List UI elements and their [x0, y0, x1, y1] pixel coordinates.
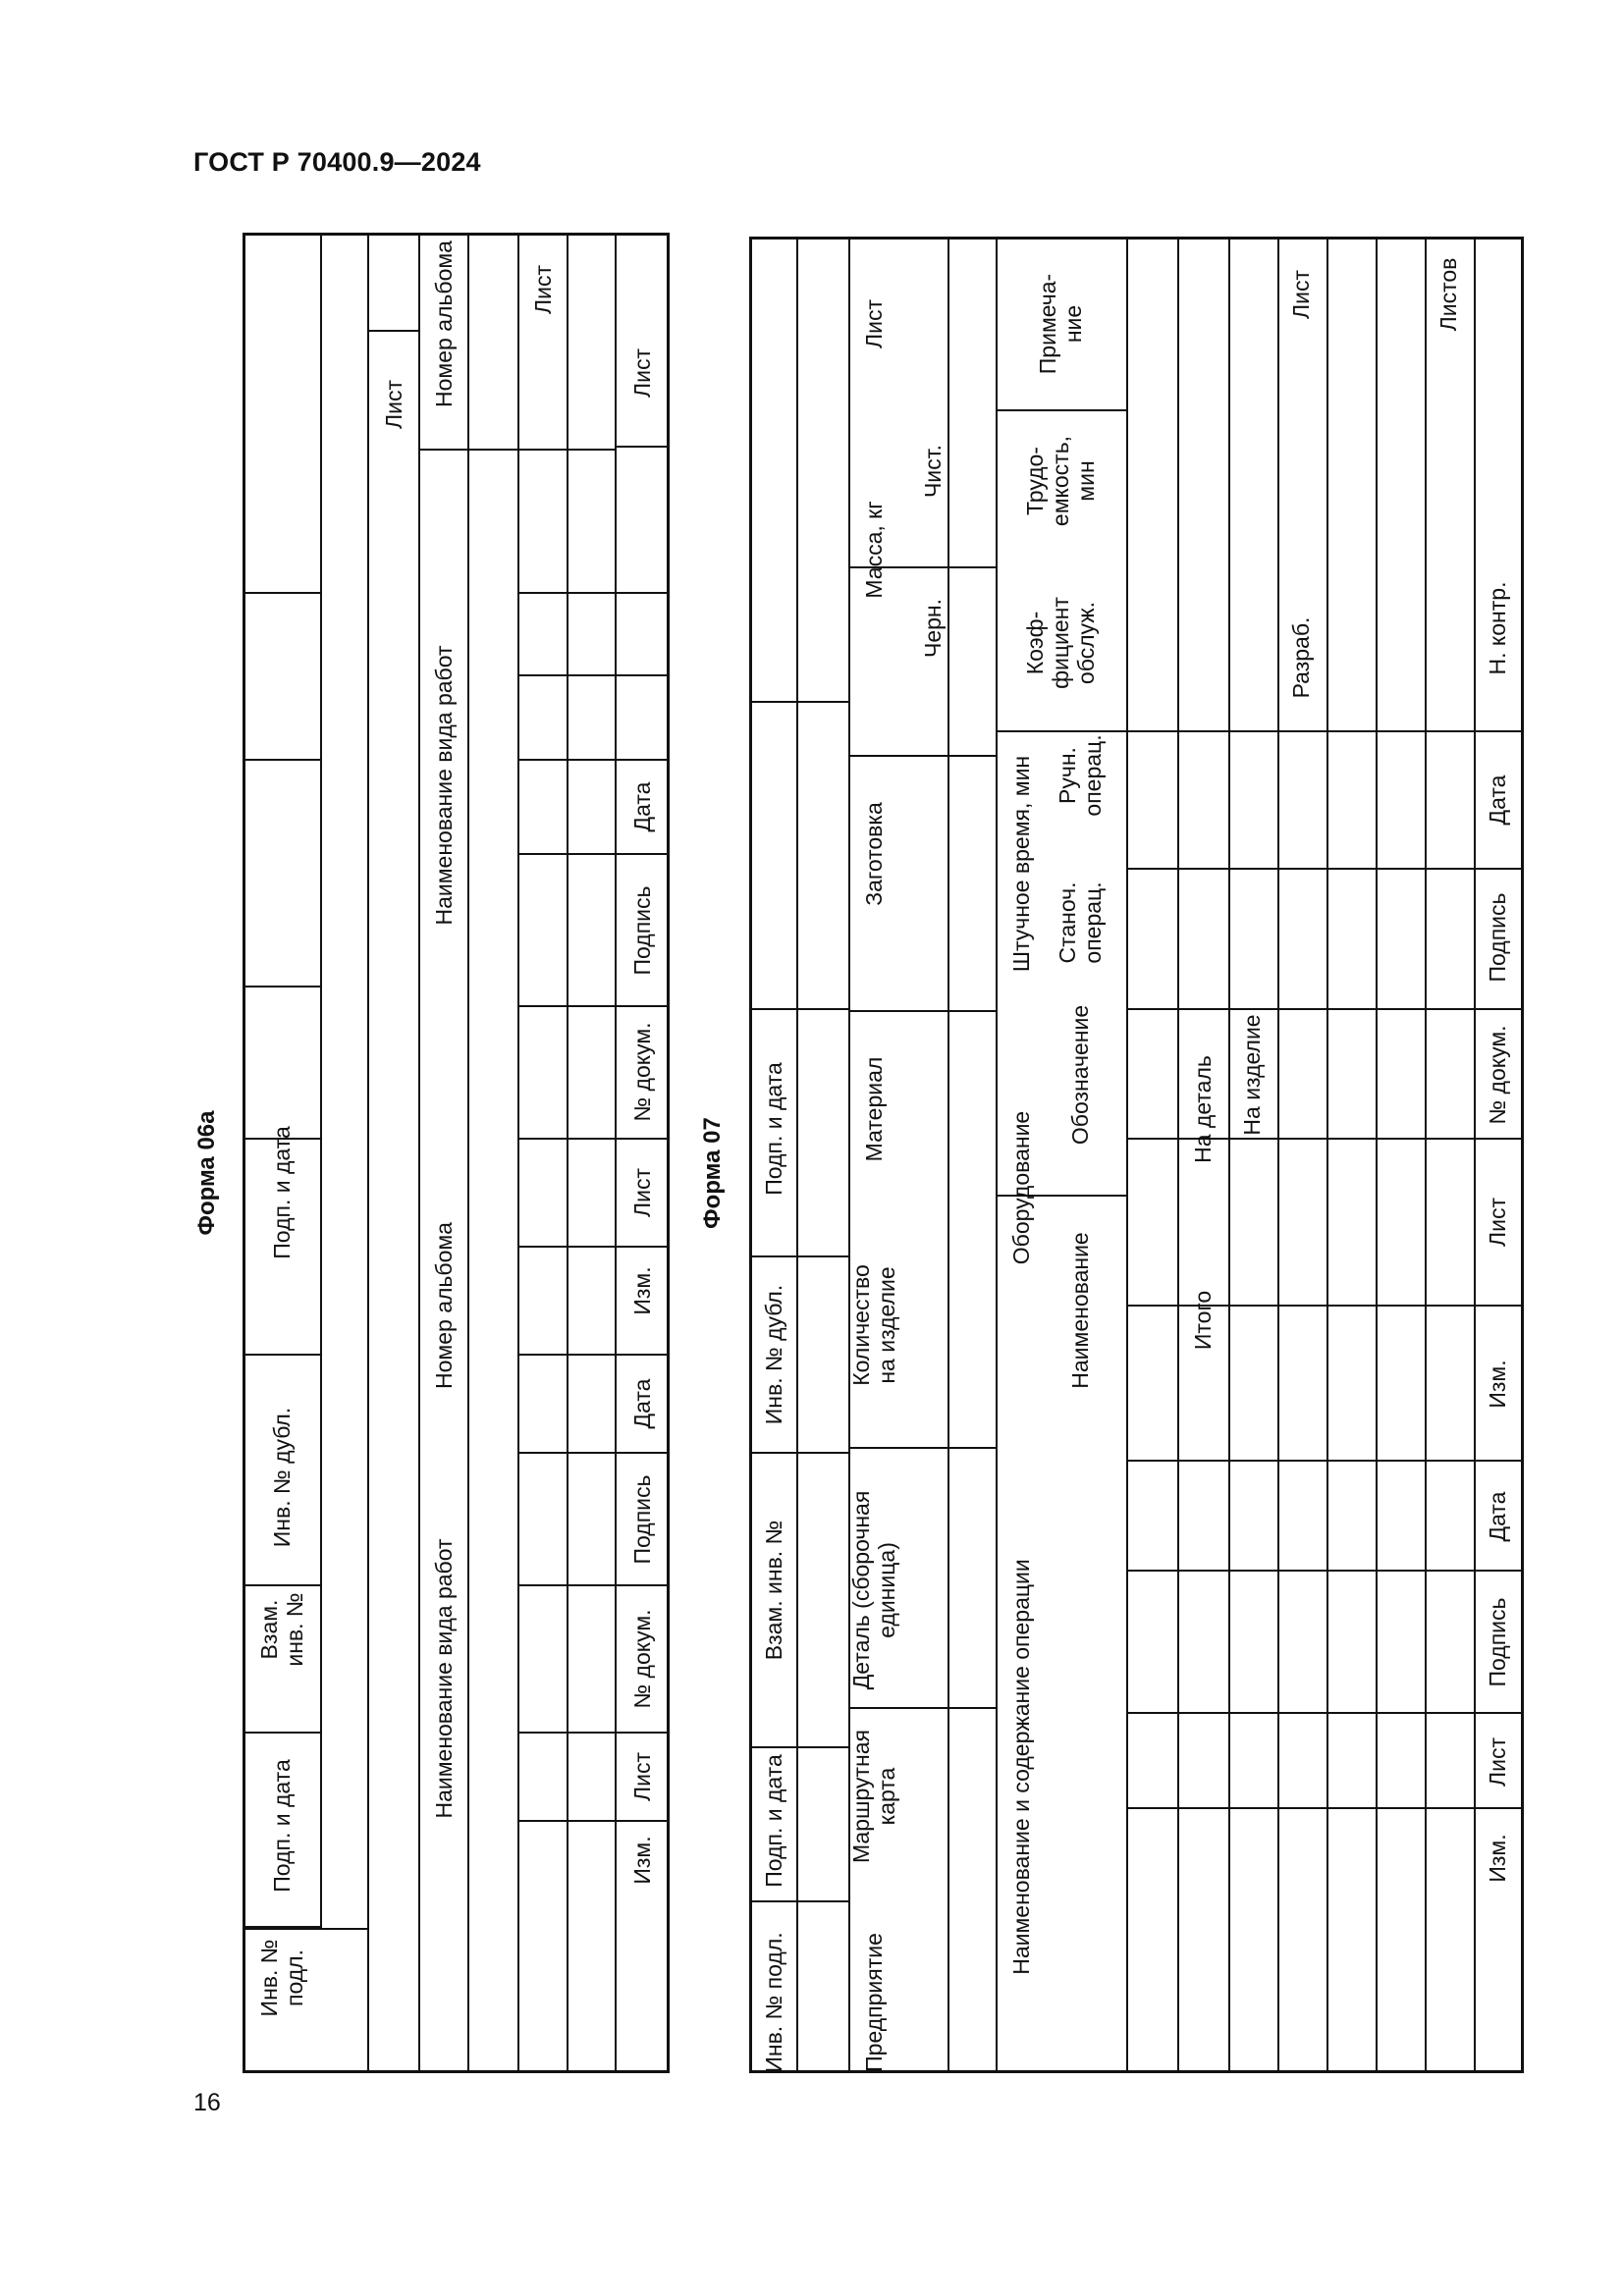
grid-line [517, 1452, 668, 1454]
grid-line [996, 237, 998, 2073]
label-inv-podl: Инв. № подл. [256, 1939, 307, 2017]
label-naimenovanie: Наименование [1067, 1232, 1093, 1389]
grid-line [243, 986, 321, 988]
label-na-detal: На деталь [1190, 1055, 1216, 1163]
stamp-cell: Дата [1485, 774, 1510, 826]
grid-line [1127, 1138, 1524, 1140]
label-naim-operacii: Наименование и содержание операции [1008, 1559, 1034, 1975]
label-trudoemkost: Трудо- емкость, мин [1022, 435, 1099, 527]
grid-line [849, 1707, 997, 1709]
label-nomer-albuma: Номер альбома [431, 1222, 457, 1389]
grid-line [1127, 868, 1524, 870]
label-stanoch: Станоч. операц. [1055, 881, 1106, 964]
grid-line [749, 1452, 849, 1454]
stamp-cell: Изм. [1485, 1360, 1510, 1409]
label-massa: Масса, кг [861, 501, 887, 599]
grid-line [749, 1008, 849, 1010]
grid-line [243, 592, 321, 594]
grid-line [517, 1138, 668, 1140]
grid-line [419, 449, 468, 451]
label-list: Лист [530, 265, 556, 314]
grid-line [469, 449, 616, 451]
page-number: 16 [193, 2089, 221, 2116]
grid-line [849, 1010, 997, 1012]
grid-line [997, 730, 1127, 732]
stamp-cell: Дата [629, 1378, 655, 1429]
grid-line [517, 1005, 668, 1007]
label-detal: Деталь (сборочная единица) [848, 1490, 899, 1690]
grid-line [320, 233, 322, 1929]
label-nomer-albuma: Номер альбома [431, 240, 457, 407]
stamp-cell: Дата [629, 781, 655, 832]
stamp-cell: Изм. [629, 1266, 655, 1315]
label-top-strip: Инв. № подл. [761, 1932, 786, 2073]
stamp-cell: Изм. [1485, 1834, 1510, 1883]
stamp-cell: Подпись [629, 885, 655, 976]
label-oborudovanie: Оборудование [1008, 1110, 1034, 1265]
stamp-cell: Подпись [629, 1474, 655, 1565]
label-chern: Черн. [920, 598, 946, 659]
grid-line [467, 233, 469, 2073]
grid-line [616, 446, 668, 448]
grid-line [1228, 237, 1230, 2073]
grid-line [849, 1447, 997, 1449]
stamp-cell: Лист [1485, 1198, 1510, 1247]
document-header: ГОСТ Р 70400.9—2024 [193, 147, 481, 177]
label-predpriyatie: Предприятие [861, 1933, 887, 2072]
grid-line [1376, 237, 1378, 2073]
grid-line [1127, 1008, 1524, 1010]
label-list: Лист [381, 380, 406, 429]
grid-line [367, 233, 369, 2073]
grid-line [1177, 237, 1179, 2073]
grid-line [517, 1354, 668, 1356]
grid-line [567, 233, 568, 2073]
label-chist: Чист. [920, 444, 946, 499]
grid-line [1277, 237, 1279, 2073]
form-06a-title: Форма 06а [193, 1110, 220, 1236]
label-naim-vida-rabot: Наименование вида работ [431, 1538, 457, 1819]
stamp-cell: Лист [629, 1168, 655, 1217]
stamp-cell: Дата [1485, 1491, 1510, 1542]
label-top-strip: Подп. и дата [761, 1062, 786, 1196]
label-naim-vida-rabot: Наименование вида работ [431, 645, 457, 926]
grid-line [1126, 237, 1128, 2073]
label-shtuchnoe-vremya: Штучное время, мин [1008, 755, 1034, 973]
grid-line [796, 237, 798, 2073]
grid-line [517, 674, 668, 676]
grid-line [368, 330, 419, 332]
grid-line [749, 1900, 849, 1902]
label-ruchn: Ручн. операц. [1055, 734, 1106, 817]
grid-line [1127, 1807, 1524, 1809]
grid-line [243, 1354, 321, 1356]
label-na-izdelie: На изделие [1239, 1014, 1265, 1136]
grid-line [1326, 237, 1328, 2073]
stamp-cell: Лист [1485, 1737, 1510, 1787]
grid-line [517, 1732, 668, 1734]
grid-line [947, 237, 949, 2073]
grid-line [749, 1746, 849, 1748]
grid-line [243, 1732, 321, 1734]
grid-line [1474, 237, 1476, 2073]
grid-line [517, 1584, 668, 1586]
label-podp-data: Подп. и дата [269, 1126, 295, 1259]
label-podp-data: Подп. и дата [269, 1759, 295, 1893]
label-razrab: Разраб. [1288, 616, 1314, 699]
grid-line [243, 1928, 368, 1930]
label-list: Лист [861, 299, 887, 348]
label-vzam-inv: Взам. инв. № [256, 1592, 307, 1667]
grid-line [418, 233, 420, 2073]
label-n-kontr: Н. контр. [1485, 581, 1510, 675]
label-inv-dubl: Инв. № дубл. [269, 1407, 295, 1548]
grid-line [1127, 1460, 1524, 1462]
stamp-cell: Лист [629, 1752, 655, 1801]
grid-line [517, 592, 668, 594]
label-oboznachenie: Обозначение [1067, 1004, 1093, 1146]
label-primechanie: Примеча- ние [1035, 273, 1086, 375]
grid-line [517, 759, 668, 761]
label-material: Материал [861, 1056, 887, 1162]
grid-line [615, 233, 617, 2073]
grid-line [517, 1246, 668, 1248]
grid-line [517, 853, 668, 855]
grid-line [243, 1584, 321, 1586]
grid-line [749, 701, 849, 703]
grid-line [1425, 237, 1427, 2073]
label-list: Лист [629, 348, 655, 398]
stamp-cell: Подпись [1485, 892, 1510, 983]
label-list: Лист [1288, 270, 1314, 319]
grid-line [1127, 1712, 1524, 1714]
label-listov: Листов [1435, 257, 1461, 332]
grid-line [1127, 1305, 1524, 1307]
label-kolichestvo: Количество на изделие [848, 1264, 899, 1386]
stamp-cell: № докум. [629, 1022, 655, 1122]
grid-line [517, 233, 519, 2073]
stamp-cell: № докум. [629, 1609, 655, 1709]
label-koef: Коэф- фициент обслуж. [1022, 597, 1099, 689]
form-07-title: Форма 07 [699, 1117, 726, 1229]
grid-line [243, 759, 321, 761]
grid-line [997, 409, 1127, 411]
stamp-cell: Подпись [1485, 1597, 1510, 1687]
label-zagotovka: Заготовка [861, 802, 887, 906]
grid-line [1127, 1570, 1524, 1572]
label-itogo: Итого [1190, 1290, 1216, 1351]
label-top-strip: Инв. № дубл. [761, 1284, 786, 1425]
label-top-strip: Взам. инв. № [761, 1520, 786, 1661]
grid-line [849, 755, 997, 757]
grid-line [517, 1820, 668, 1822]
stamp-cell: Изм. [629, 1836, 655, 1885]
stamp-cell: № докум. [1485, 1025, 1510, 1125]
label-top-strip: Подп. и дата [761, 1754, 786, 1888]
label-marshrutnaya-karta: Маршрутная карта [848, 1730, 899, 1863]
grid-line [1127, 730, 1524, 732]
grid-line [749, 1255, 849, 1257]
